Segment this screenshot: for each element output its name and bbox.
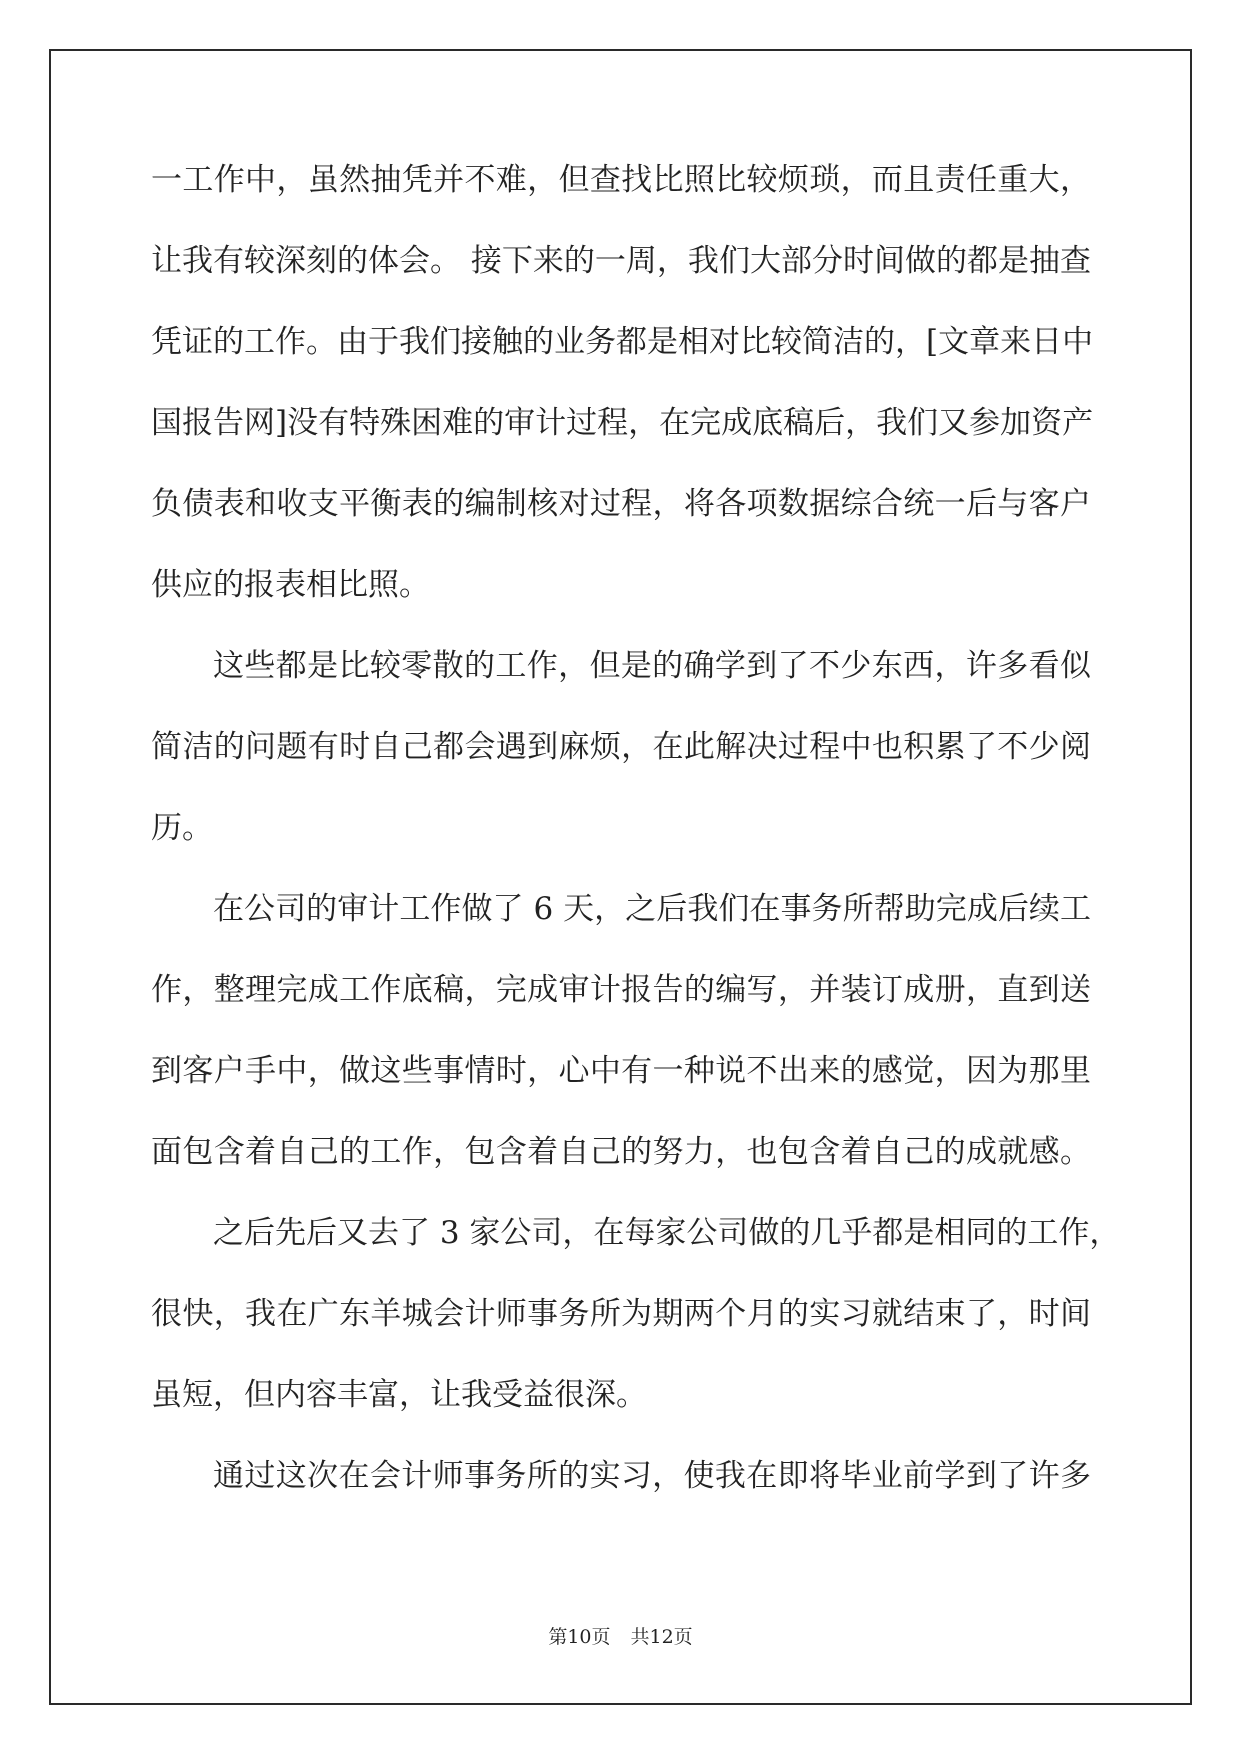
paragraph-first-line: 通过这次在会计师事务所的实习，使我在即将毕业前学到了许多 (213, 1458, 1091, 1494)
text-line: 很快，我在广东羊城会计师事务所为期两个月的实习就结束了，时间 (151, 1296, 1091, 1332)
paragraph-first-line: 这些都是比较零散的工作，但是的确学到了不少东西，许多看似 (213, 648, 1091, 684)
text-line: 凭证的工作。由于我们接触的业务都是相对比较简洁的，[文章来日中 (151, 324, 1094, 360)
text-line: 简洁的问题有时自己都会遇到麻烦，在此解决过程中也积累了不少阅 (151, 729, 1091, 765)
page-number-total: 共12页 (630, 1626, 693, 1648)
text-line: 让我有较深刻的体会。 接下来的一周，我们大部分时间做的都是抽查 (151, 243, 1091, 279)
text-line: 供应的报表相比照。 (151, 567, 430, 603)
text-line: 面包含着自己的工作，包含着自己的努力，也包含着自己的成就感。 (151, 1134, 1091, 1170)
text-line: 历。 (151, 810, 213, 846)
paragraph-first-line: 之后先后又去了 3 家公司，在每家公司做的几乎都是相同的工作， (213, 1215, 1121, 1251)
text-line: 国报告网]没有特殊困难的审计过程，在完成底稿后，我们又参加资产 (151, 405, 1094, 441)
text-line: 虽短，但内容丰富，让我受益很深。 (151, 1377, 647, 1413)
page-footer (0, 1622, 1241, 1649)
page-number-current: 第10页 (548, 1626, 611, 1648)
text-line: 作，整理完成工作底稿，完成审计报告的编写，并装订成册，直到送 (151, 972, 1091, 1008)
text-line: 到客户手中，做这些事情时，心中有一种说不出来的感觉，因为那里 (151, 1053, 1091, 1089)
text-line: 负债表和收支平衡表的编制核对过程，将各项数据综合统一后与客户 (151, 486, 1091, 522)
paragraph-first-line: 在公司的审计工作做了 6 天，之后我们在事务所帮助完成后续工 (213, 891, 1091, 927)
text-line: 一工作中，虽然抽凭并不难，但查找比照比较烦琐，而且责任重大， (151, 162, 1091, 198)
